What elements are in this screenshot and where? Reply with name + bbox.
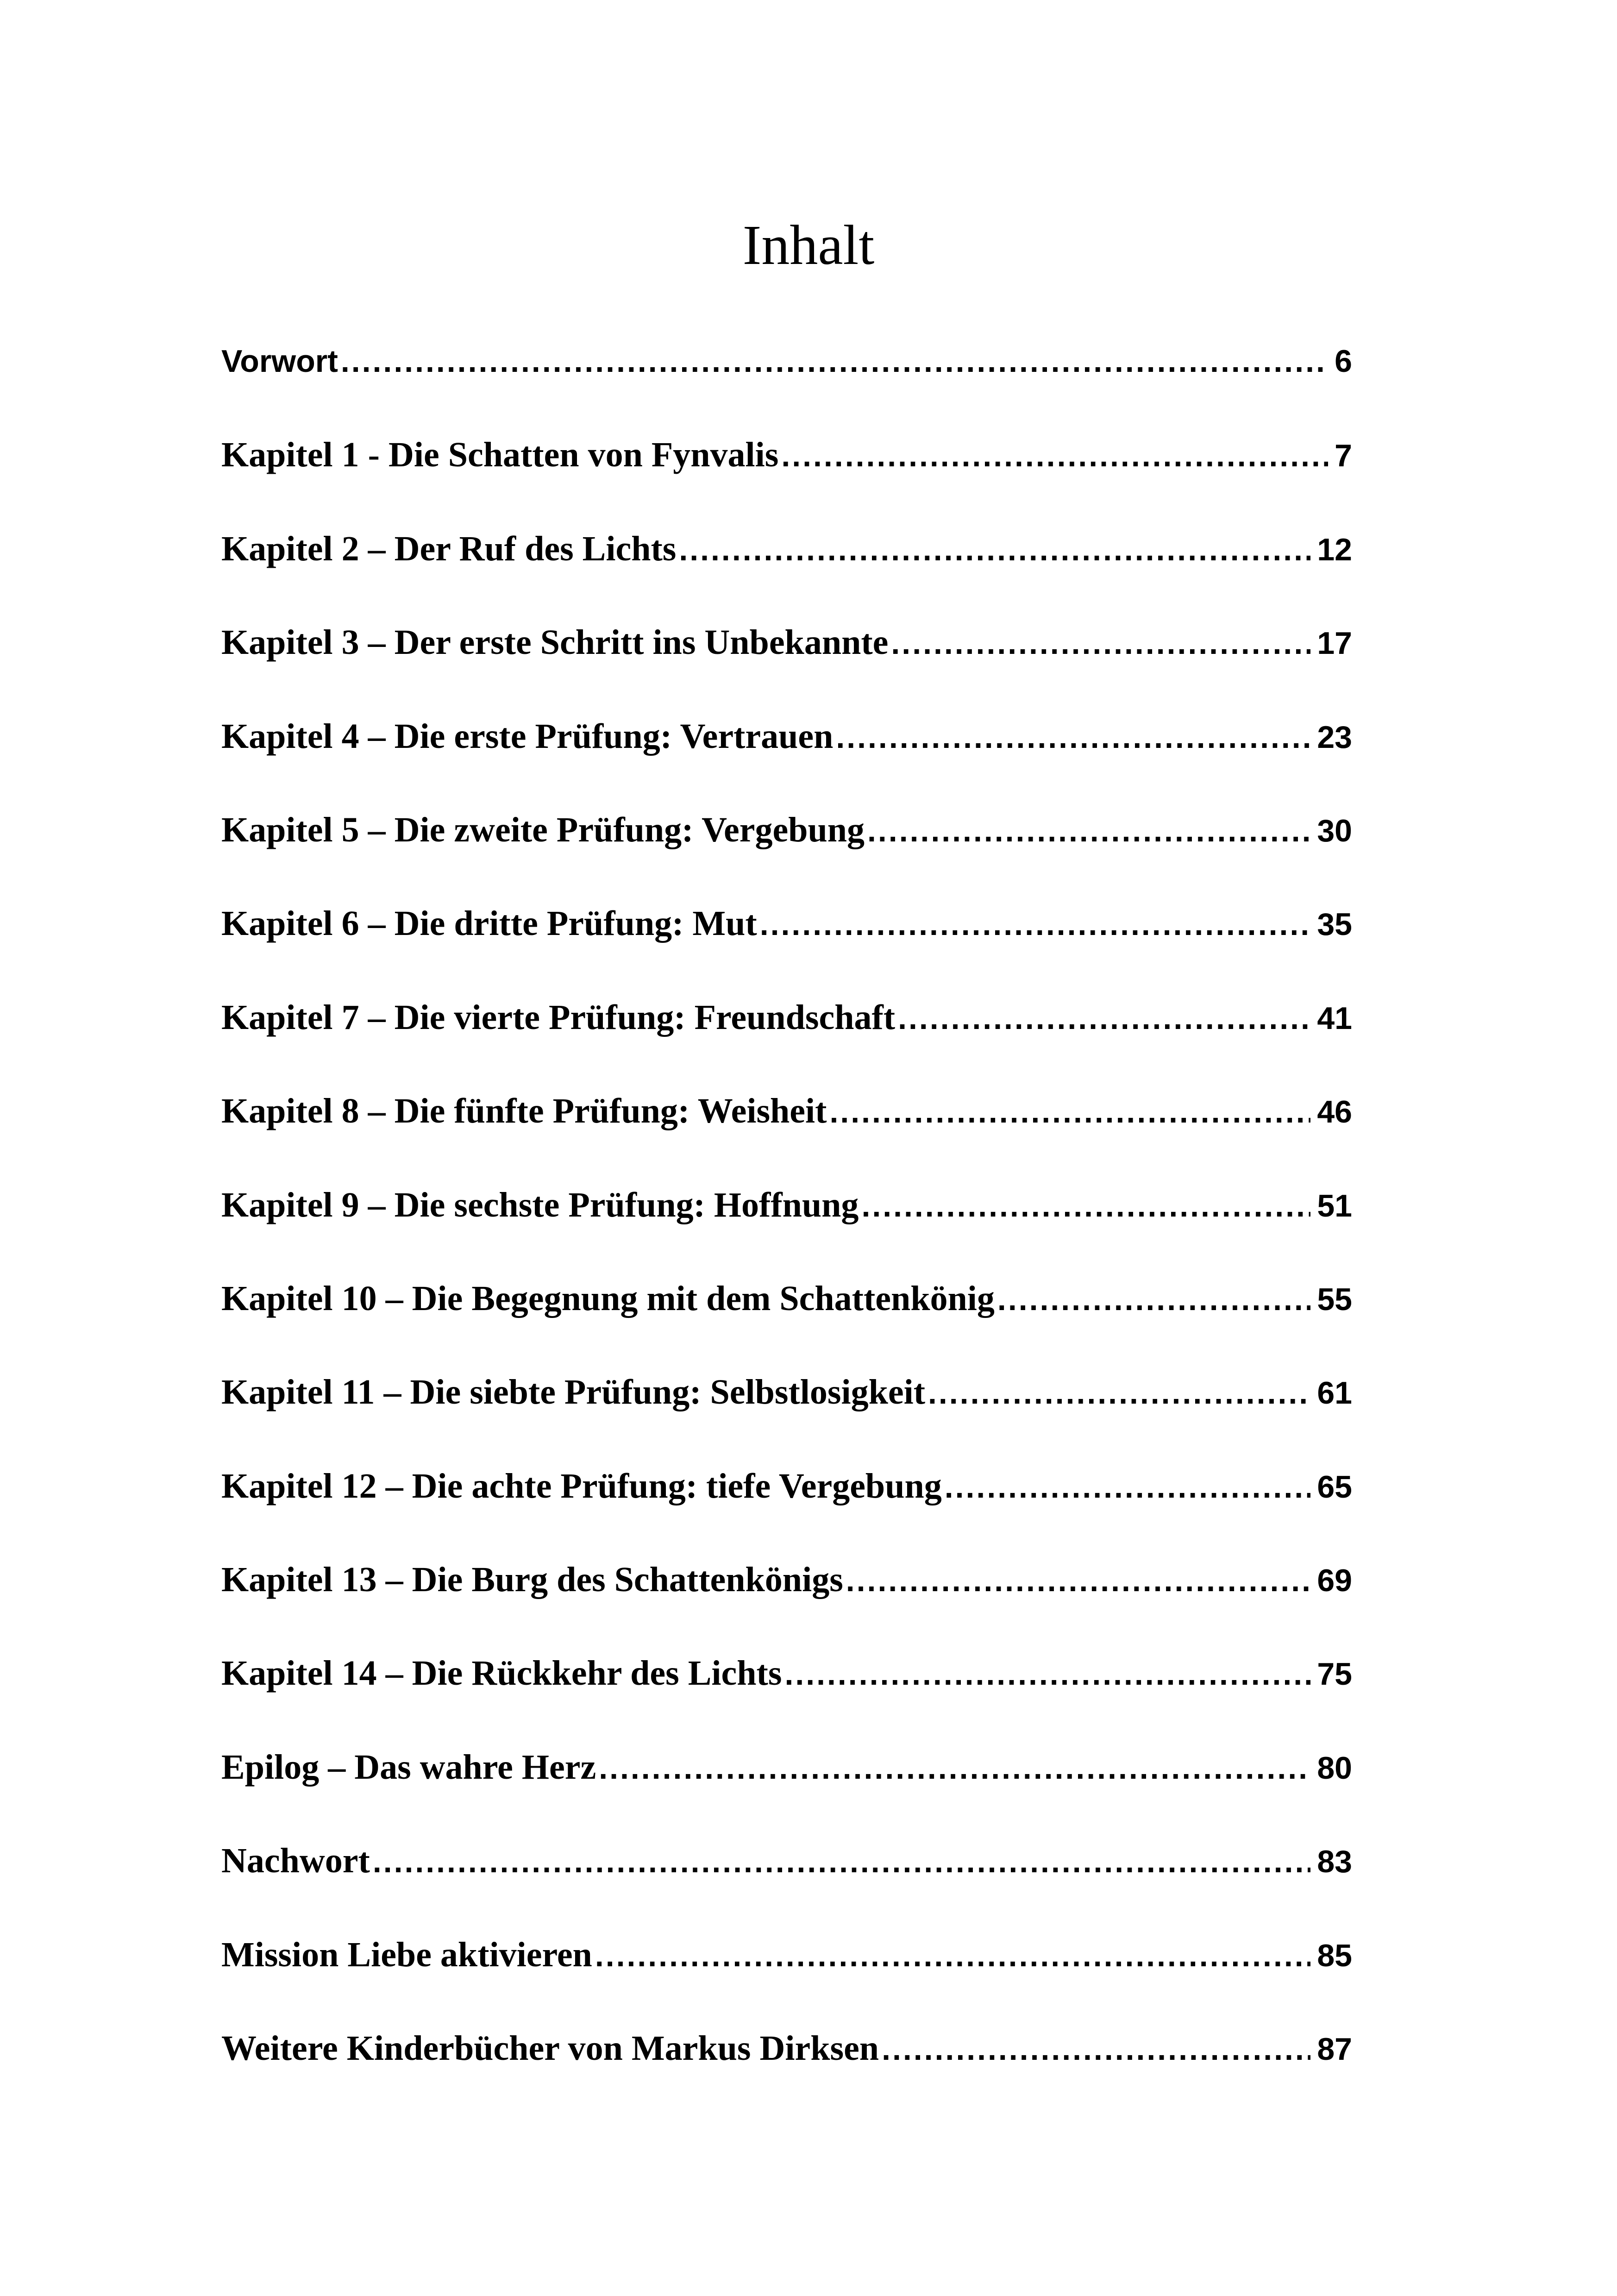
- dot-leader: [784, 1646, 1310, 1702]
- toc-entry-page-number: 41: [1317, 1000, 1352, 1036]
- dot-leader: [760, 897, 1311, 952]
- toc-entry-kapitel-8[interactable]: [221, 1083, 1352, 1177]
- dot-leader: [829, 1084, 1310, 1140]
- toc-entry-kapitel-4[interactable]: [221, 709, 1352, 802]
- toc-entry-page-number: 80: [1317, 1750, 1352, 1786]
- toc-entry-kapitel-3[interactable]: [221, 615, 1352, 708]
- toc-entry-title: Vorwort: [221, 344, 338, 379]
- toc-entry-page-number: 83: [1317, 1844, 1352, 1880]
- toc-entry-kapitel-10[interactable]: [221, 1271, 1352, 1364]
- toc-entry-page-number: 75: [1317, 1656, 1352, 1692]
- toc-entry-kapitel-14[interactable]: [221, 1645, 1352, 1739]
- dot-leader: [945, 1459, 1311, 1515]
- toc-entry-kapitel-6[interactable]: [221, 896, 1352, 989]
- toc-entry-title: Kapitel 14 – Die Rückkehr des Lichts: [221, 1654, 782, 1693]
- toc-entry-title: Kapitel 9 – Die sechste Prüfung: Hoffnung: [221, 1185, 859, 1224]
- toc-entry-kapitel-5[interactable]: [221, 802, 1352, 896]
- toc-entry-page-number: 46: [1317, 1094, 1352, 1130]
- toc-entry-page-number: 12: [1317, 532, 1352, 567]
- dot-leader: [846, 1553, 1311, 1608]
- toc-entry-page-number: 87: [1317, 2032, 1352, 2067]
- toc-entry-page-number: 55: [1317, 1281, 1352, 1317]
- toc-entry-page-number: 6: [1335, 344, 1352, 379]
- dot-leader: [595, 1928, 1311, 1983]
- toc-entry-page-number: 65: [1317, 1469, 1352, 1505]
- toc-entry-kapitel-12[interactable]: [221, 1458, 1352, 1552]
- dot-leader: [599, 1740, 1310, 1796]
- toc-entry-page-number: 85: [1317, 1938, 1352, 1973]
- dot-leader: [898, 991, 1310, 1046]
- toc-entry-title: Kapitel 1 - Die Schatten von Fynvalis: [221, 435, 779, 475]
- toc-entry-title: Kapitel 2 – Der Ruf des Lichts: [221, 529, 677, 568]
- toc-entry-title: Kapitel 5 – Die zweite Prüfung: Vergebung: [221, 810, 865, 849]
- toc-entry-title: Kapitel 6 – Die dritte Prüfung: Mut: [221, 904, 757, 943]
- toc-entry-title: Epilog – Das wahre Herz: [221, 1747, 596, 1787]
- toc-entry-title: Kapitel 11 – Die siebte Prüfung: Selbstlosigkeit: [221, 1373, 925, 1412]
- toc-entry-weitere-kinderbuecher[interactable]: [221, 2020, 1352, 2114]
- toc-entry-kapitel-1[interactable]: [221, 427, 1352, 521]
- toc-entry-title: Mission Liebe aktivieren: [221, 1935, 592, 1974]
- page-title: Inhalt: [742, 214, 875, 276]
- dot-leader: [928, 1365, 1310, 1421]
- toc-entry-page-number: 61: [1317, 1375, 1352, 1411]
- toc-entry-page-number: 69: [1317, 1563, 1352, 1599]
- dot-leader: [861, 1178, 1310, 1234]
- dot-leader: [891, 615, 1310, 671]
- toc-entry-page-number: 30: [1317, 813, 1352, 848]
- toc-entry-vorwort[interactable]: [221, 333, 1352, 427]
- dot-leader: [997, 1272, 1310, 1327]
- toc-entry-kapitel-2[interactable]: [221, 521, 1352, 615]
- dot-leader: [867, 803, 1310, 859]
- toc-entry-epilog[interactable]: [221, 1739, 1352, 1833]
- toc-entry-title: Kapitel 4 – Die erste Prüfung: Vertrauen: [221, 716, 834, 756]
- toc-entry-title: Weitere Kinderbücher von Markus Dirksen: [221, 2029, 879, 2068]
- toc-entry-page-number: 7: [1335, 438, 1352, 474]
- toc-entry-title: Kapitel 10 – Die Begegnung mit dem Schattenkönig: [221, 1279, 995, 1318]
- toc-entry-kapitel-11[interactable]: [221, 1364, 1352, 1458]
- toc-entry-title: Kapitel 13 – Die Burg des Schattenkönigs: [221, 1560, 843, 1600]
- toc-entry-title: Kapitel 8 – Die fünfte Prüfung: Weisheit: [221, 1092, 827, 1131]
- dot-leader: [882, 2021, 1310, 2077]
- toc-entry-kapitel-9[interactable]: [221, 1177, 1352, 1271]
- dot-leader: [836, 709, 1310, 765]
- dot-leader: [341, 333, 1328, 389]
- toc-entry-title: Nachwort: [221, 1841, 370, 1881]
- toc-entry-title: Kapitel 12 – Die achte Prüfung: tiefe Vergebung: [221, 1466, 942, 1506]
- toc-entry-title: Kapitel 3 – Der erste Schritt ins Unbekannte: [221, 623, 889, 662]
- table-of-contents: [221, 333, 1352, 2114]
- dot-leader: [679, 522, 1310, 577]
- toc-entry-kapitel-13[interactable]: [221, 1552, 1352, 1645]
- dot-leader: [373, 1834, 1311, 1889]
- toc-entry-page-number: 51: [1317, 1188, 1352, 1223]
- dot-leader: [781, 428, 1328, 483]
- toc-entry-nachwort[interactable]: [221, 1833, 1352, 1926]
- toc-entry-page-number: 35: [1317, 907, 1352, 942]
- toc-entry-kapitel-7[interactable]: [221, 990, 1352, 1083]
- toc-entry-page-number: 23: [1317, 719, 1352, 755]
- toc-entry-page-number: 17: [1317, 626, 1352, 661]
- toc-entry-title: Kapitel 7 – Die vierte Prüfung: Freundschaft: [221, 997, 896, 1037]
- toc-entry-mission-liebe[interactable]: [221, 1927, 1352, 2020]
